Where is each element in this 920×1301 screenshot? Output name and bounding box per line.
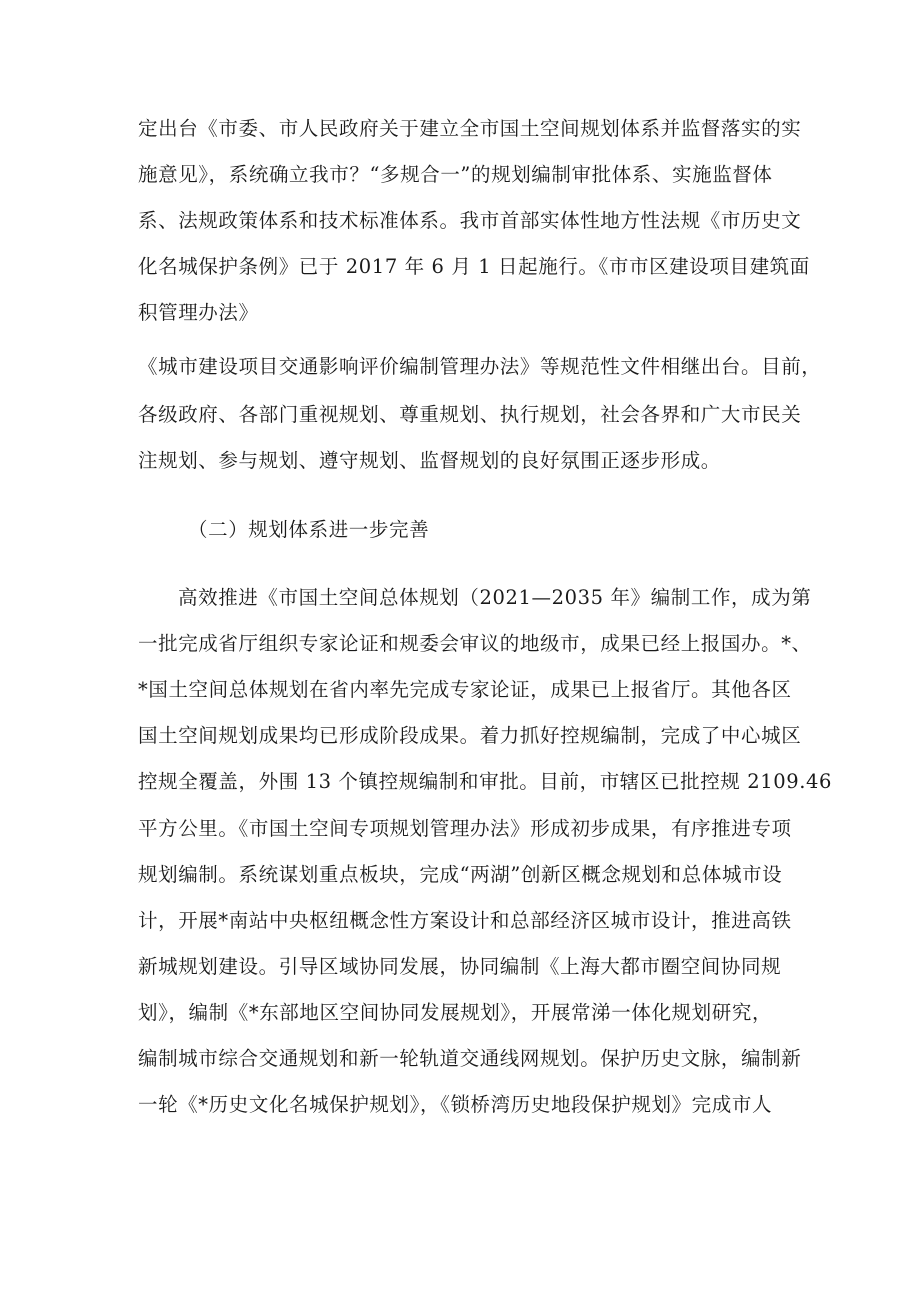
paragraph-line: 一批完成省厅组织专家论证和规委会审议的地级市，成果已经上报国办。*、 — [138, 632, 812, 655]
paragraph-line: 编制城市综合交通规划和新一轮轨道交通线网规划。保护历史文脉，编制新 — [138, 1047, 802, 1070]
paragraph-line: 一轮《*历史文化名城保护规划》，《锁桥湾历史地段保护规划》完成市人 — [138, 1093, 773, 1116]
paragraph-line: 计，开展*南站中央枢纽概念性方案设计和总部经济区城市设计，推进高铁 — [138, 909, 792, 932]
paragraph-line: 划》，编制《*东部地区空间协同发展规划》，开展常涕一体化规划研究， — [138, 1001, 773, 1024]
paragraph-line: 国土空间规划成果均已形成阶段成果。着力抓好控规编制，完成了中心城区 — [138, 724, 802, 747]
paragraph-line: 平方公里。《市国土空间专项规划管理办法》形成初步成果，有序推进专项 — [138, 817, 792, 840]
paragraph-line: 定出台《市委、市人民政府关于建立全市国土空间规划体系并监督落实的实 — [138, 117, 802, 140]
paragraph-line: 规划编制。系统谋划重点板块，完成“两湖”创新区概念规划和总体城市设 — [138, 863, 783, 886]
paragraph-line: 高效推进《市国土空间总体规划（2021—2035 年》编制工作，成为第 — [178, 586, 812, 609]
paragraph-line: *国土空间总体规划在省内率先完成专家论证，成果已上报省厅。其他各区 — [138, 678, 792, 701]
paragraph-line: 新城规划建设。引导区域协同发展，协同编制《上海大都市圈空间协同规 — [138, 955, 782, 978]
section-heading: （二）规划体系进一步完善 — [188, 518, 430, 541]
paragraph-line: 化名城保护条例》已于 2017 年 6 月 1 日起施行。《市市区建设项目建筑面 — [138, 255, 810, 278]
paragraph-line: 各级政府、各部门重视规划、尊重规划、执行规划，社会各界和广大市民关 — [138, 403, 802, 426]
paragraph-line: 系、法规政策体系和技术标准体系。我市首部实体性地方性法规《市历史文 — [138, 209, 802, 232]
paragraph-line: 《城市建设项目交通影响评价编制管理办法》等规范性文件相继出台。目前， — [138, 355, 822, 378]
paragraph-line: 施意见》，系统确立我市？“多规合一”的规划编制审批体系、实施监督体 — [138, 163, 773, 186]
paragraph-line: 控规全覆盖，外围 13 个镇控规编制和审批。目前，市辖区已批控规 2109.46 — [138, 770, 833, 793]
paragraph-line: 注规划、参与规划、遵守规划、监督规划的良好氛围正逐步形成。 — [138, 449, 721, 472]
paragraph-line: 积管理办法》 — [138, 301, 259, 324]
